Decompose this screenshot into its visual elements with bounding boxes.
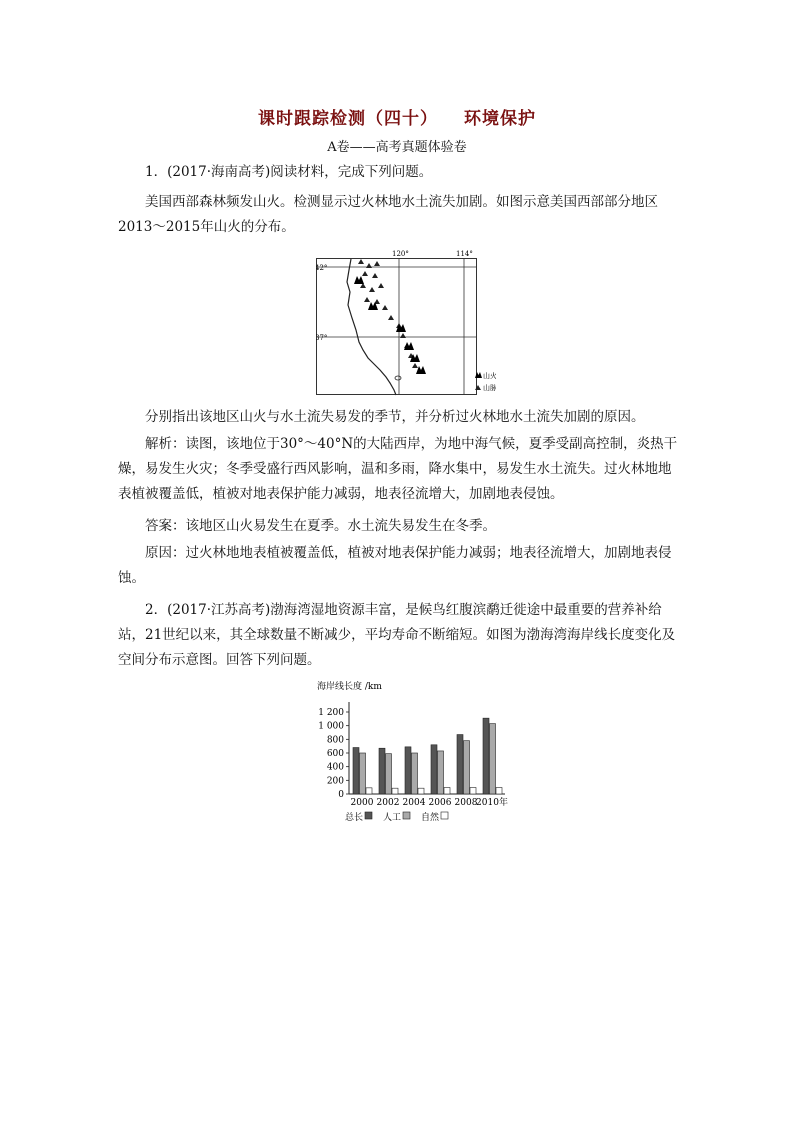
- page-title: [0, 104, 794, 129]
- x-tick-label: 2010年: [476, 798, 508, 808]
- bar-总长-2002: [379, 748, 385, 794]
- q1-stem: 1．(2017·海南高考)阅读材料，完成下列问题。: [145, 164, 433, 180]
- y-tick-label: 1 200: [318, 708, 344, 718]
- section-subtitle: A卷——高考真题体验卷: [327, 140, 467, 155]
- bar-自然-2010年: [496, 788, 502, 794]
- chart-legend: [345, 811, 448, 823]
- title-sub: 环境保护: [464, 109, 536, 129]
- y-tick-label: 400: [326, 762, 344, 773]
- bar-人工-2006: [438, 751, 444, 794]
- bar-总长-2006: [431, 745, 437, 794]
- wildfire-map: [316, 250, 496, 402]
- x-tick-label: 2000: [350, 798, 374, 808]
- q2-stem: 2．(2017·江苏高考)渤海湾湿地资源丰富，是候鸟红腹滨鹬迁徙途中最重要的营养补给站，21世纪以来，其全球数量不断减少，平均寿命不断缩短。如图为渤海湾海岸线长度变化及空间分布示意图。回答下列问题。: [118, 602, 676, 668]
- bar-人工-2010年: [490, 724, 496, 794]
- title-main: 课时跟踪检测（四十）: [258, 109, 438, 129]
- chart-ylabel: 海岸线长度 /km: [317, 682, 382, 692]
- bar-人工-2000: [360, 753, 366, 794]
- y-tick-label: 800: [326, 735, 344, 746]
- bar-自然-2008: [470, 788, 476, 794]
- bar-人工-2008: [464, 741, 470, 794]
- legend-label-自然: 自然: [421, 813, 440, 823]
- chart-bars: [353, 718, 502, 794]
- y-tick-label: 200: [326, 776, 344, 787]
- legend-swatch-自然: [441, 812, 448, 819]
- chart-axes: [349, 702, 505, 794]
- legend-swatch-总长: [365, 812, 372, 819]
- legend-label-人工: 人工: [383, 813, 402, 823]
- y-tick-label: 1 000: [318, 721, 344, 732]
- bar-总长-2000: [353, 748, 359, 794]
- y-tick-label: 0: [338, 790, 344, 800]
- coastline-chart: [305, 678, 545, 832]
- lat-label-42: 42°: [316, 264, 328, 272]
- q1-answer: 答案：该地区山火易发生在夏季。水土流失易发生在冬季。: [145, 518, 496, 534]
- lat-label-37: 37°: [316, 334, 328, 342]
- lon-label-120: 120°: [392, 250, 409, 258]
- q1-reason: 原因：过火林地地表植被覆盖低，植被对地表保护能力减弱；地表径流增大，加剧地表侵蚀。: [118, 545, 672, 586]
- bar-总长-2004: [405, 747, 411, 794]
- bar-人工-2002: [386, 754, 392, 794]
- y-tick-label: 600: [326, 749, 344, 759]
- bar-自然-2004: [418, 788, 424, 794]
- legend-label-总长: 总长: [345, 813, 364, 823]
- bar-自然-2000: [366, 788, 372, 794]
- bar-总长-2010年: [483, 718, 489, 794]
- x-tick-label: 2004: [402, 798, 426, 808]
- legend-swatch-人工: [403, 812, 410, 819]
- lon-label-114: 114°: [456, 250, 473, 258]
- bar-人工-2004: [412, 753, 418, 794]
- legend-mountain-label: 山脉: [483, 384, 496, 392]
- q1-material: 美国西部森林频发山火。检测显示过火林地水土流失加剧。如图示意美国西部部分地区2013～2015年山火的分布。: [118, 194, 658, 235]
- x-tick-label: 2006: [428, 798, 452, 808]
- bar-总长-2008: [457, 735, 463, 794]
- legend-fire-label: 山火: [483, 372, 496, 380]
- bar-自然-2006: [444, 788, 450, 794]
- q1-question: 分别指出该地区山火与水土流失易发的季节，并分析过火林地水土流失加剧的原因。: [145, 409, 645, 425]
- q1-analysis: 解析：读图，该地位于30°～40°N的大陆西岸，为地中海气候，夏季受副高控制，炎热干燥，易发生火灾；冬季受盛行西风影响，温和多雨，降水集中，易发生水土流失。过火林地地表植被覆盖低，植被对地表保护能力减弱，地表径流增大，加剧地表侵蚀。: [118, 436, 678, 502]
- x-tick-label: 2008: [454, 798, 478, 808]
- bar-自然-2002: [392, 788, 398, 794]
- x-tick-label: 2002: [376, 798, 400, 808]
